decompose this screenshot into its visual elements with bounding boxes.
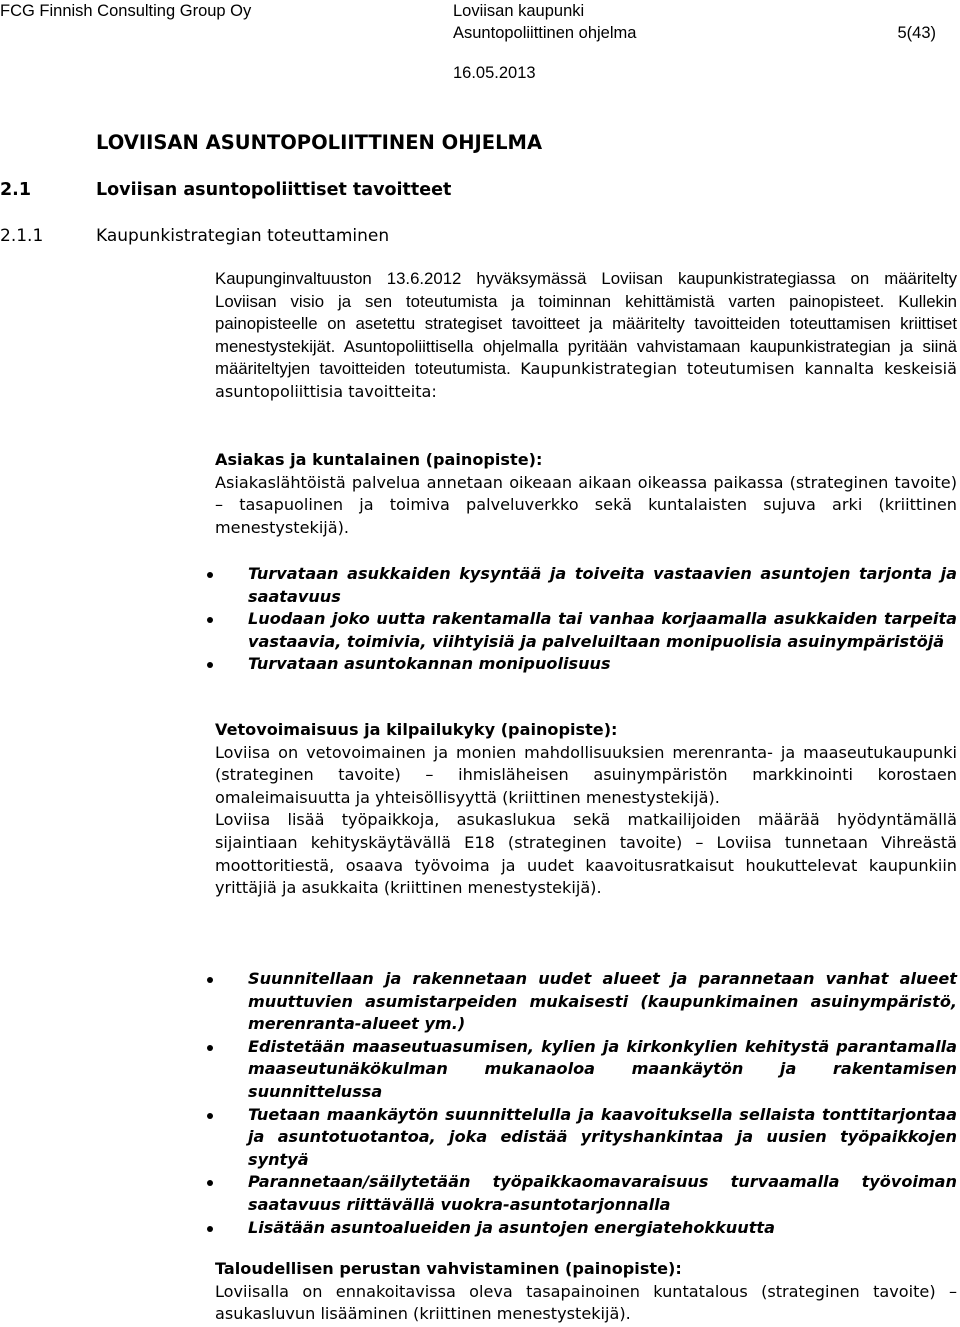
subsection-heading (0, 226, 389, 246)
focus-heading: Taloudellisen perustan vahvistaminen (painopiste): (215, 1259, 682, 1278)
focus-body: Loviisa lisää työpaikkoja, asukaslukua sekä matkailijoiden määrää hyödyntämällä sijaintiaan kehityskäytävällä E18 (strateginen tavoite) – Loviisa tunnetaan Vihreästä moottoritiestä, osaava työvoima ja uudet kaavoitusratkaisut houkuttelevat kaupunkiin yrittäjiä ja asukkaita (kriittinen menestystekijä). (215, 810, 957, 898)
list-item: Tuetaan maankäytön suunnittelulla ja kaavoituksella sellaista tonttitarjontaa ja asuntotuotantoa, joka edistää yrityshankintaa ja uusien työpaikkojen syntyä (215, 1104, 957, 1172)
focus-body: Loviisalla on ennakoitavissa oleva tasapainoinen kuntatalous (strateginen tavoite) – asukasluvun lisääminen (kriittinen menestystekijä). (215, 1281, 957, 1324)
header-document: Asuntopoliittinen ohjelma (453, 24, 637, 42)
list-item: Turvataan asuntokannan monipuolisuus (215, 653, 957, 676)
focus-body: Asiakaslähtöistä palvelua annetaan oikeaan aikaan oikeassa paikassa (strateginen tavoite) – tasapuolinen ja toimiva palveluverkko sekä kuntalaisten sujuva arki (kriittinen menestystekijä). (215, 472, 957, 537)
bullet-icon (207, 572, 213, 578)
list-item: Edistetään maaseutuasumisen, kylien ja kirkonkylien kehitystä parantamalla maaseutunäkökulman mukanaoloa maankäytön ja rakentamisen suunnittelussa (215, 1036, 957, 1104)
focus-body: Loviisa on vetovoimainen ja monien mahdollisuuksien merenranta- ja maaseutukaupunki (strateginen tavoite) – ihmisläheisen asuinympäristön markkinointi korostaen omaleimaisuutta ja yhteisöllisyyttä (kriittinen menestystekijä). (215, 742, 957, 807)
focus-asiakas-bullets (215, 563, 957, 676)
focus-heading: Vetovoimaisuus ja kilpailukyky (painopiste): (215, 720, 618, 739)
intro-paragraph-block (215, 268, 957, 404)
bullet-icon (207, 1045, 213, 1051)
section-number: 2.1 (0, 180, 32, 200)
list-item: Turvataan asukkaiden kysyntää ja toiveita vastaavien asuntojen tarjonta ja saatavuus (215, 563, 957, 608)
document-title: LOVIISAN ASUNTOPOLIITTINEN OHJELMA (96, 131, 543, 154)
bullet-icon (207, 977, 213, 983)
bullet-icon (207, 1113, 213, 1119)
bullet-icon (207, 617, 213, 623)
section-title: Loviisan asuntopoliittiset tavoitteet (96, 180, 452, 200)
subsection-number: 2.1.1 (0, 226, 44, 246)
intro-text-lead: Kaupunkistrategian toteutumisen kannalta keskeisiä asuntopoliittisia tavoitteita: (215, 359, 957, 401)
header-client: Loviisan kaupunki (453, 2, 585, 20)
list-item: Lisätään asuntoalueiden ja asuntojen energiatehokkuutta (215, 1217, 957, 1240)
focus-heading: Asiakas ja kuntalainen (painopiste): (215, 450, 543, 469)
bullet-icon (207, 1180, 213, 1186)
subsection-title: Kaupunkistrategian toteuttaminen (96, 226, 390, 246)
intro-text: Kaupunginvaltuuston 13.6.2012 hyväksymässä Loviisan kaupunkistrategiassa on määritelty Loviisan visio ja sen toteutumista ja toiminnan kehittämistä varten painopisteet. Kullekin painopisteelle on asetettu strategiset tavoitteet ja määritelty tavoitteiden toteuttamisen kriittiset menestystekijät. Asuntopoliittisella ohjelmalla pyritään vahvistamaan kaupunkistrategian ja siinä määriteltyjen tavoitteiden toteutumista. (215, 269, 957, 379)
focus-talous (215, 1258, 957, 1326)
focus-vetovoima (215, 719, 957, 900)
list-item: Suunnitellaan ja rakennetaan uudet alueet ja parannetaan vanhat alueet muuttuvien asumistarpeiden mukaisesti (kaupunkimainen asuinympäristö, merenranta-alueet ym.) (215, 968, 957, 1036)
intro-paragraph (215, 268, 957, 404)
header-date: 16.05.2013 (453, 64, 536, 82)
bullet-icon (207, 1226, 213, 1232)
section-heading (0, 180, 451, 200)
focus-vetovoima-bullets (215, 968, 957, 1239)
list-item: Parannetaan/säilytetään työpaikkaomavaraisuus turvaamalla työvoiman saatavuus riittävällä vuokra-asuntotarjonnalla (215, 1171, 957, 1216)
header-company: FCG Finnish Consulting Group Oy (0, 2, 252, 20)
bullet-icon (207, 662, 213, 668)
header-page-number: 5(43) (897, 24, 936, 42)
focus-asiakas (215, 449, 957, 539)
header-client-block (453, 0, 636, 44)
list-item: Luodaan joko uutta rakentamalla tai vanhaa korjaamalla asukkaiden tarpeita vastaavia, toimivia, viihtyisiä ja palveluiltaan monipuolisia asuinympäristöjä (215, 608, 957, 653)
